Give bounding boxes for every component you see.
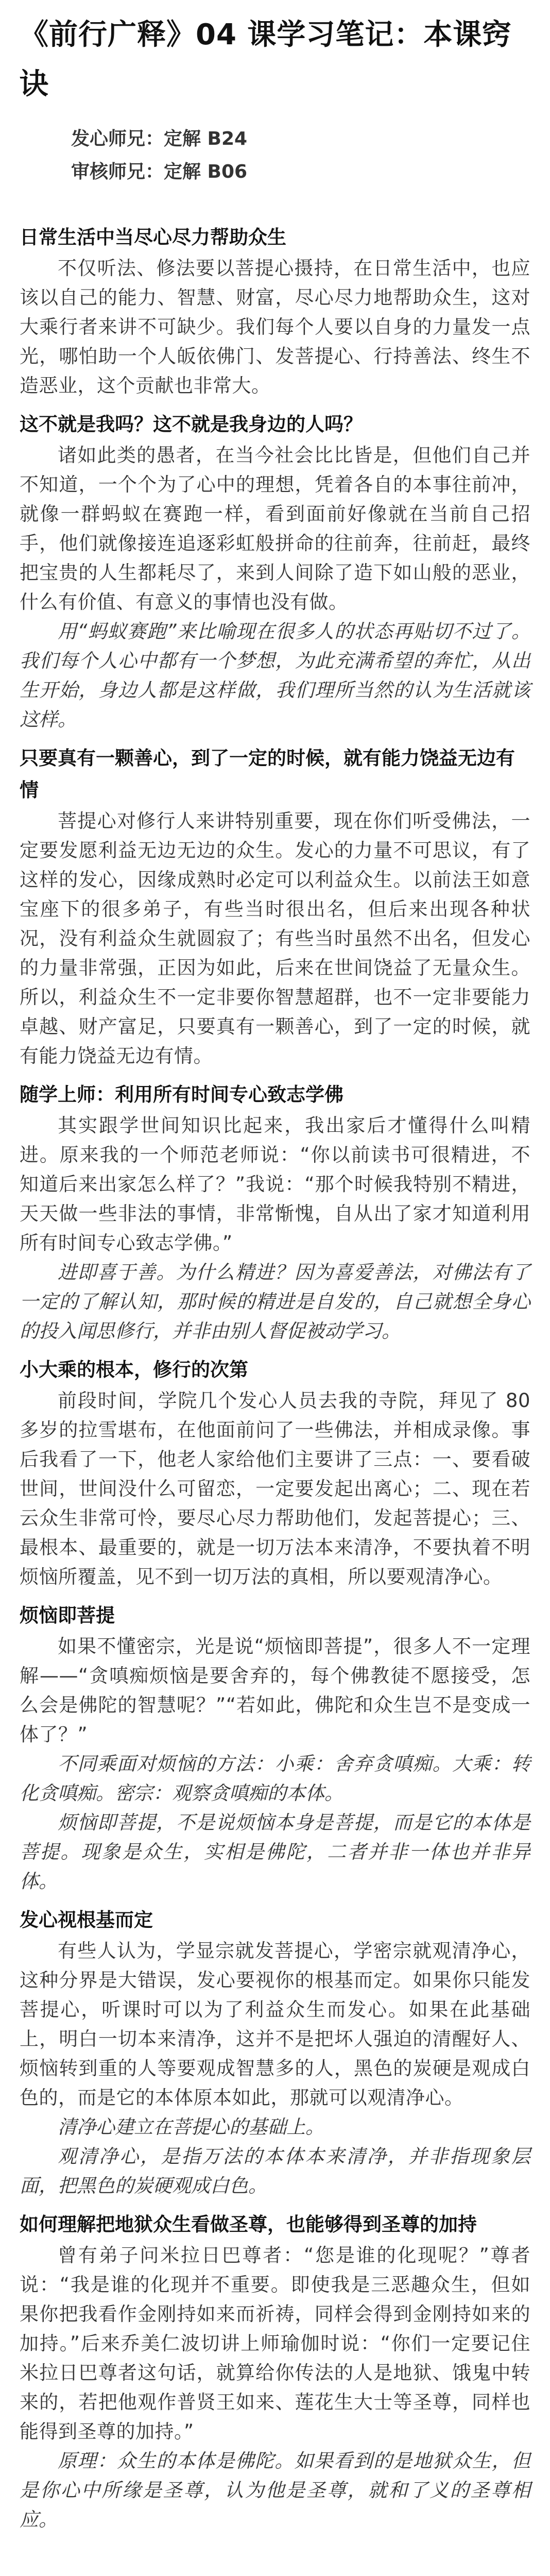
initiator-line: 发心师兄：定解 B24: [71, 128, 248, 149]
paragraph: 菩提心对修行人来讲特别重要，现在你们听受佛法，一定要发愿利益无边无边的众生。发心的力量不可思议，有了这样的发心，因缘成熟时必定可以利益众生。以前法王如意宝座下的很多弟子，有些当时很出名，但后来出现各种状况，没有利益众生就圆寂了；有些当时虽然不出名，但发心的力量非常强，正因为如此，后来在世间饶益了无量众生。所以，利益众生不一定非要你智慧超群，也不一定非要能力卓越、财产富足，只要真有一颗善心，到了一定的时候，就有能力饶益无边有情。: [20, 810, 530, 1067]
section: [20, 742, 530, 1071]
section: [20, 222, 530, 400]
section: [20, 1600, 530, 1896]
section: [20, 1904, 530, 2200]
reviewer-line: 审核师兄：定解 B06: [71, 161, 248, 182]
section-heading: 只要真有一颗善心，到了一定的时候，就有能力饶益无边有情: [20, 747, 515, 801]
paragraph: 其实跟学世间知识比起来，我出家后才懂得什么叫精进。原来我的一个师范老师说：“你以前读书可很精进，不知道后来出家怎么样了？”我说：“那个时候我特别不精进，天天做一些非法的事情，非常惭愧，自从出了家才知道利用所有时间专心致志学佛。”: [20, 1114, 530, 1254]
paragraph: 曾有弟子问米拉日巴尊者：“您是谁的化现呢？”尊者说：“我是谁的化现并不重要。即使我是三恶趣众生，但如果你把我看作金刚持如来而祈祷，同样会得到金刚持如来的加持。”后来乔美仁波切讲上师瑜伽时说：“你们一定要记住米拉日巴尊者这句话，就算给你传法的人是地狱、饿鬼中转来的，若把他观作普贤王如来、莲花生大士等圣尊，同样也能得到圣尊的加持。”: [20, 2244, 530, 2443]
paragraph: 如果不懂密宗，光是说“烦恼即菩提”，很多人不一定理解——“贪嗔痴烦恼是要舍弃的，每个佛教徒不愿接受，怎么会是佛陀的智慧呢？”“若如此，佛陀和众生岂不是变成一体了？”: [20, 1635, 530, 1745]
article-body: [20, 222, 530, 2534]
italic-note: 观清净心，是指万法的本体本来清净，并非指现象层面，把黑色的炭硬观成白色。: [20, 2145, 530, 2197]
italic-note: 原理：众生的本体是佛陀。如果看到的是地狱众生，但是你心中所缘是圣尊，认为他是圣尊，就和了义的圣尊相应。: [20, 2450, 530, 2531]
section: [20, 409, 530, 734]
section-heading: 随学上师：利用所有时间专心致志学佛: [20, 1083, 343, 1106]
section: [20, 2209, 530, 2534]
section-heading: 如何理解把地狱众生看做圣尊，也能够得到圣尊的加持: [20, 2213, 477, 2235]
page-title: 《前行广释》04 课学习笔记：本课窍诀: [20, 18, 512, 101]
paragraph: 有些人认为，学显宗就发菩提心，学密宗就观清净心，这种分界是大错误，发心要视你的根基而定。如果你只能发菩提心，听课时可以为了利益众生而发心。如果在此基础上，明白一切本来清净，这并不是把坏人强迫的清醒好人、烦恼转到重的人等要观成智慧多的人，黑色的炭硬是观成白色的，而是它的本体原本如此，那就可以观清净心。: [20, 1940, 530, 2109]
section-heading: 烦恼即菩提: [20, 1604, 115, 1626]
paragraph: 前段时间，学院几个发心人员去我的寺院，拜见了 80 多岁的拉雪堪布，在他面前问了一些佛法，并相成录像。事后我看了一下，他老人家给他们主要讲了三点：一、要看破世间，世间没什么可留恋，一定要发起出离心；二、现在若云众生非常可怜，要尽心尽力帮助他们，发起菩提心；三、最根本、最重要的，就是一切万法本来清净，不要执着不明烦恼所覆盖，见不到一切万法的真相，所以要观清净心。: [20, 1389, 530, 1588]
section-heading: 日常生活中当尽心尽力帮助众生: [20, 226, 286, 248]
section-heading: 小大乘的根本，修行的次第: [20, 1359, 248, 1381]
italic-note: 不同乘面对烦恼的方法：小乘：舍弃贪嗔痴。大乘：转化贪嗔痴。密宗：观察贪嗔痴的本体。: [20, 1753, 530, 1804]
italic-note: 用“蚂蚁赛跑”来比喻现在很多人的状态再贴切不过了。我们每个人心中都有一个梦想，为此充满希望的奔忙，从出生开始，身边人都是这样做，我们理所当然的认为生活就该这样。: [20, 620, 530, 731]
paragraph: 不仅听法、修法要以菩提心摄持，在日常生活中，也应该以自己的能力、智慧、财富，尽心尽力地帮助众生，这对大乘行者来讲不可缺少。我们每个人要以自身的力量发一点光，哪怕助一个人皈依佛门、发菩提心、行持善法、终生不造恶业，这个贡献也非常大。: [20, 257, 530, 397]
section-heading: 发心视根基而定: [20, 1909, 153, 1931]
italic-note: 清净心建立在菩提心的基础上。: [58, 2116, 324, 2138]
section: [20, 1354, 530, 1591]
paragraph: 诸如此类的愚者，在当今社会比比皆是，但他们自己并不知道，一个个为了心中的理想，凭着各自的本事往前冲，就像一群蚂蚁在赛跑一样，看到面前好像就在当前自己招手，他们就像接连追逐彩虹般拼命的往前奔，往前赶，最终把宝贵的人生都耗尽了，来到人间除了造下如山般的恶业，什么有价值、有意义的事情也没有做。: [20, 444, 530, 613]
meta-block: [20, 123, 530, 189]
italic-note: 进即喜于善。为什么精进？因为喜爱善法，对佛法有了一定的了解认知，那时候的精进是自发的，自己就想全身心的投入闻思修行，并非由别人督促被动学习。: [20, 1261, 530, 1342]
italic-note: 烦恼即菩提，不是说烦恼本身是菩提，而是它的本体是菩提。现象是众生，实相是佛陀，二者并非一体也并非异体。: [20, 1811, 530, 1892]
section: [20, 1079, 530, 1346]
section-heading: 这不就是我吗？这不就是我身边的人吗？: [20, 413, 363, 435]
